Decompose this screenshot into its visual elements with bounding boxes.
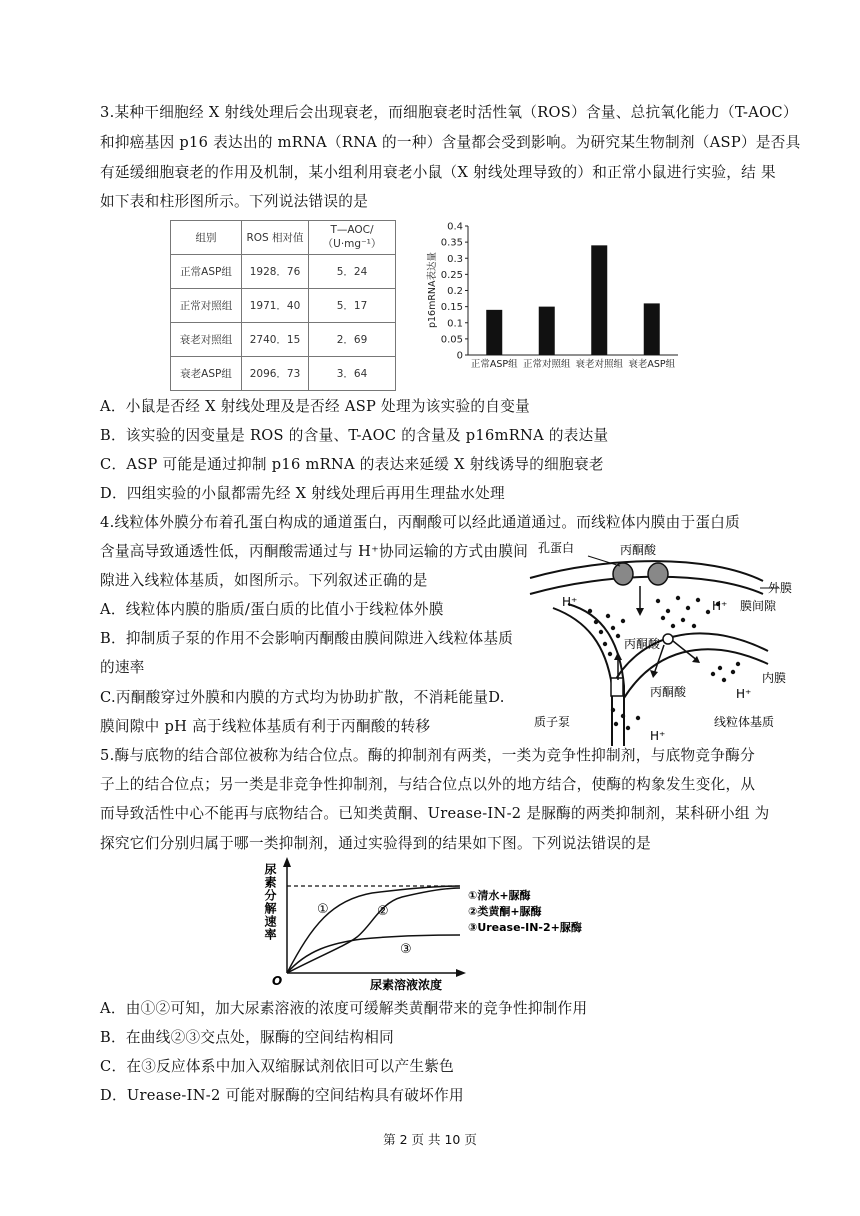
legend-2: ②类黄酮+脲酶: [468, 905, 542, 918]
y-tick-label: 0.25: [440, 269, 463, 281]
arrow-icon: [614, 652, 622, 660]
q3-stem-line-3: 有延缓细胞衰老的作用及机制，某小组利用衰老小鼠（X 射线处理导致的）和正常小鼠进行实验，结 果: [100, 164, 776, 181]
y-tick-label: 0.05: [440, 334, 463, 346]
arrow-icon: [650, 670, 658, 678]
y-tick-label: 0.1: [447, 318, 463, 330]
graph-x-label: 尿素溶液浓度: [370, 978, 443, 992]
legend-3: ③Urease-IN-2+脲酶: [468, 921, 582, 934]
q4-stem-line-3: 隙进入线粒体基质，如图所示。下列叙述正确的是: [100, 572, 428, 589]
q5-stem-line-3: 而导致活性中心不能再与底物结合。已知类黄酮、Urease-IN-2 是脲酶的两类抑制剂，某科研小组 为: [100, 805, 770, 822]
label-matrix: 线粒体基质: [714, 715, 775, 729]
label-pyruvate-mid: 丙酮酸: [624, 637, 661, 651]
q4-option-b-cont: 的速率: [100, 659, 145, 676]
y-tick-label: 0.35: [440, 237, 463, 249]
label-porin: 孔蛋白: [538, 541, 575, 555]
q5-stem-line-2: 子上的结合位点；另一类是非竞争性抑制剂，与结合位点以外的地方结合，使酶的构象发生变化，从: [100, 776, 756, 793]
label-pyruvate-top: 丙酮酸: [620, 543, 657, 557]
label-h-right: H⁺: [712, 599, 728, 613]
q4-option-b: B．抑制质子泵的作用不会影响丙酮酸由膜间隙进入线粒体基质: [100, 630, 514, 647]
label-proton-pump: 质子泵: [534, 715, 571, 729]
curve-2-label: ②: [377, 904, 389, 919]
table-cell: 3．64: [309, 357, 396, 391]
x-category-label: 衰老对照组: [575, 359, 624, 370]
mitochondria-diagram: [528, 536, 800, 746]
table-cell: 5．17: [309, 289, 396, 323]
bar: [591, 245, 607, 355]
table-cell: 1928．76: [242, 255, 309, 289]
x-category-label: 正常对照组: [522, 359, 571, 370]
porin-icon: [648, 563, 668, 585]
bar: [486, 310, 502, 355]
q4-option-c-d: C.丙酮酸穿过外膜和内膜的方式均为协助扩散，不消耗能量D.: [100, 689, 505, 706]
porin-icon: [613, 563, 633, 585]
p16-bar-chart: [420, 218, 680, 374]
table-header: T—AOC/（U·mg⁻¹）: [309, 221, 396, 255]
table-cell: 正常ASP组: [171, 255, 242, 289]
table-header-row: [171, 221, 396, 255]
bar: [539, 307, 555, 355]
table-cell: 2096．73: [242, 357, 309, 391]
label-h-left: H⁺: [562, 595, 578, 609]
q4-option-d-cont: 膜间隙中 pH 高于线粒体基质有利于丙酮酸的转移: [100, 718, 431, 735]
graph-origin: O: [272, 974, 283, 988]
graph-y-label: 尿素分解速率: [263, 863, 277, 941]
q4-option-a: A．线粒体内膜的脂质/蛋白质的比值小于线粒体外膜: [100, 601, 444, 618]
curve-3-label: ③: [400, 942, 412, 957]
q3-stem-line-2: 和抑癌基因 p16 表达出的 mRNA（RNA 的一种）含量都会受到影响。为研究某生物制剂（ASP）是否具: [100, 134, 801, 151]
table-cell: 2740．15: [242, 323, 309, 357]
table-row: [171, 289, 396, 323]
table-cell: 1971．40: [242, 289, 309, 323]
y-tick-label: 0: [456, 350, 463, 362]
transporter-icon: [663, 634, 673, 644]
outer-membrane-line: [530, 577, 763, 594]
q5-stem-line-4: 探究它们分别归属于哪一类抑制剂，通过实验得到的结果如下图。下列说法错误的是: [100, 835, 652, 852]
table-row: [171, 323, 396, 357]
q3-stem-line-4: 如下表和柱形图所示。下列说法错误的是: [100, 193, 369, 210]
label-pyruvate-bottom: 丙酮酸: [650, 685, 687, 699]
table-row: [171, 255, 396, 289]
q3-stem-line-1: 3.某种干细胞经 X 射线处理后会出现衰老，而细胞衰老时活性氧（ROS）含量、总抗氧化能力（T-AOC）: [100, 104, 798, 121]
q5-option-b: B．在曲线②③交点处，脲酶的空间结构相同: [100, 1029, 395, 1046]
q4-stem-line-1: 4.线粒体外膜分布着孔蛋白构成的通道蛋白，丙酮酸可以经此通道通过。而线粒体内膜由于蛋白质: [100, 514, 741, 531]
x-category-label: 正常ASP组: [470, 359, 518, 370]
q4-stem-line-2: 含量高导致通透性低，丙酮酸需通过与 H⁺协同运输的方式由膜间: [100, 543, 529, 560]
y-tick-label: 0.3: [447, 253, 463, 265]
table-header: 组别: [171, 221, 242, 255]
table-cell: 正常对照组: [171, 289, 242, 323]
y-axis-arrow-icon: [283, 857, 291, 867]
y-tick-label: 0.15: [440, 302, 463, 314]
q3-option-a: A．小鼠是否经 X 射线处理及是否经 ASP 处理为该实验的自变量: [100, 398, 530, 415]
label-h-inner: H⁺: [736, 687, 752, 701]
table-row: [171, 357, 396, 391]
table-cell: 衰老对照组: [171, 323, 242, 357]
q5-option-a: A．由①②可知，加大尿素溶液的浓度可缓解类黄酮带来的竞争性抑制作用: [100, 1000, 588, 1017]
enzyme-rate-graph: [262, 855, 602, 995]
label-inner-membrane: 内膜: [762, 671, 787, 685]
table-cell: 5．24: [309, 255, 396, 289]
label-intermembrane: 膜间隙: [740, 599, 777, 613]
particles: [588, 596, 740, 730]
x-category-label: 衰老ASP组: [628, 359, 676, 370]
bar: [644, 303, 660, 355]
q5-option-d: D．Urease-IN-2 可能对脲酶的空间结构具有破坏作用: [100, 1087, 464, 1104]
proton-pump-icon: [611, 678, 623, 696]
table-cell: 衰老ASP组: [171, 357, 242, 391]
page-footer: 第 2 页 共 10 页: [383, 1132, 477, 1147]
q3-data-table: [170, 220, 396, 391]
q3-option-c: C．ASP 可能是通过抑制 p16 mRNA 的表达来延缓 X 射线诱导的细胞衰老: [100, 456, 604, 473]
table-header: ROS 相对值: [242, 221, 309, 255]
outer-membrane-line: [530, 561, 763, 581]
q5-option-c: C．在③反应体系中加入双缩脲试剂依旧可以产生紫色: [100, 1058, 455, 1075]
y-tick-label: 0.4: [447, 221, 463, 233]
q3-option-b: B．该实验的因变量是 ROS 的含量、T-AOC 的含量及 p16mRNA 的表达量: [100, 427, 609, 444]
x-axis-arrow-icon: [456, 969, 466, 977]
q3-option-d: D．四组实验的小鼠都需先经 X 射线处理后再用生理盐水处理: [100, 485, 505, 502]
label-outer-membrane: 外膜: [768, 581, 793, 595]
table-cell: 2．69: [309, 323, 396, 357]
legend-1: ①清水+脲酶: [468, 889, 531, 902]
y-axis-label: p16mRNA表达量: [427, 251, 438, 329]
arrow-icon: [636, 608, 644, 616]
y-tick-label: 0.2: [447, 286, 463, 297]
q5-stem-line-1: 5.酶与底物的结合部位被称为结合位点。酶的抑制剂有两类，一类为竞争性抑制剂，与底物竞争酶分: [100, 747, 755, 764]
curve-1-label: ①: [317, 902, 329, 917]
curve-3: [287, 935, 460, 973]
label-h-bottom: H⁺: [650, 729, 666, 743]
